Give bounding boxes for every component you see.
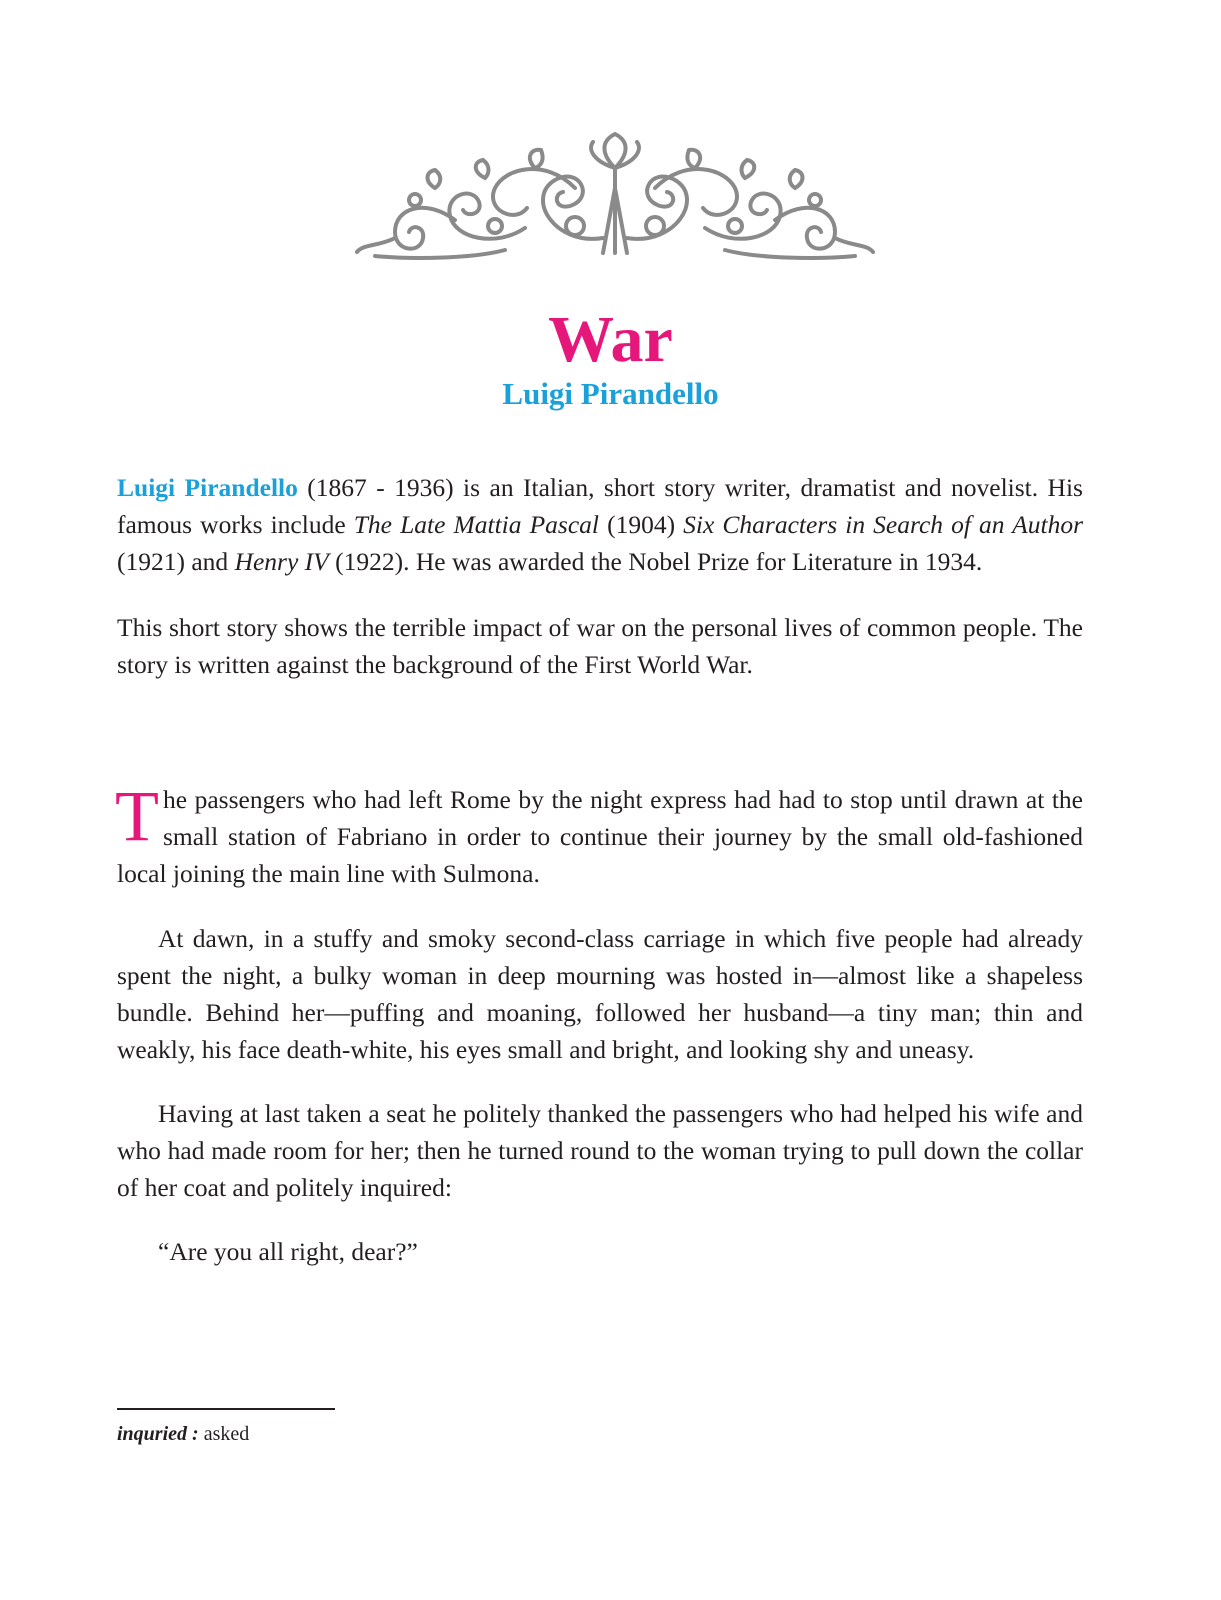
story-dialogue: “Are you all right, dear?” (158, 1237, 418, 1266)
story-summary: This short story shows the terrible impact of war on the personal lives of common people. The story is written against the background of the First World War. (117, 613, 1083, 679)
work-title: Six Characters in Search of an Author (683, 510, 1084, 539)
footnote-term: inquried : (117, 1423, 199, 1445)
footnote (117, 1420, 249, 1448)
work-title: Henry IV (234, 547, 329, 576)
page-title: War (548, 303, 673, 376)
author-name: Luigi Pirandello (502, 376, 719, 411)
author-bio: Luigi Pirandello (1867 - 1936) is an Italian, short story writer, dramatist and novelist. His famous works include The Late Mattia Pascal (1904) Six Characters in Search of an Author (1921) and Henry IV (1922). He was awarded the Nobel Prize for Literature in 1934. (117, 473, 1084, 576)
decorative-ornament (355, 128, 875, 263)
story-paragraph: The passengers who had left Rome by the night express had had to stop until drawn at the small station of Fabriano in order to continue their journey by the small old-fashioned local joining the main line with Sulmona. (115, 776, 1083, 888)
footnote-divider (117, 1408, 335, 1410)
drop-cap: T (115, 776, 159, 856)
story-paragraph: At dawn, in a stuffy and smoky second-class carriage in which five people had already spent the night, a bulky woman in deep mourning was hosted in—almost like a shapeless bundle. Behind her—puffing and moaning, followed her husband—a tiny man; thin and weakly, his face death-white, his eyes small and bright, and looking shy and uneasy. (117, 924, 1083, 1064)
footnote-definition: asked (198, 1423, 250, 1445)
work-title: The Late Mattia Pascal (353, 510, 599, 539)
story-paragraph: Having at last taken a seat he politely thanked the passengers who had helped his wife and who had made room for her; then he turned round to the woman trying to pull down the collar of her coat and politely inquired: (117, 1099, 1083, 1202)
bio-author-name: Luigi Pirandello (117, 473, 298, 502)
